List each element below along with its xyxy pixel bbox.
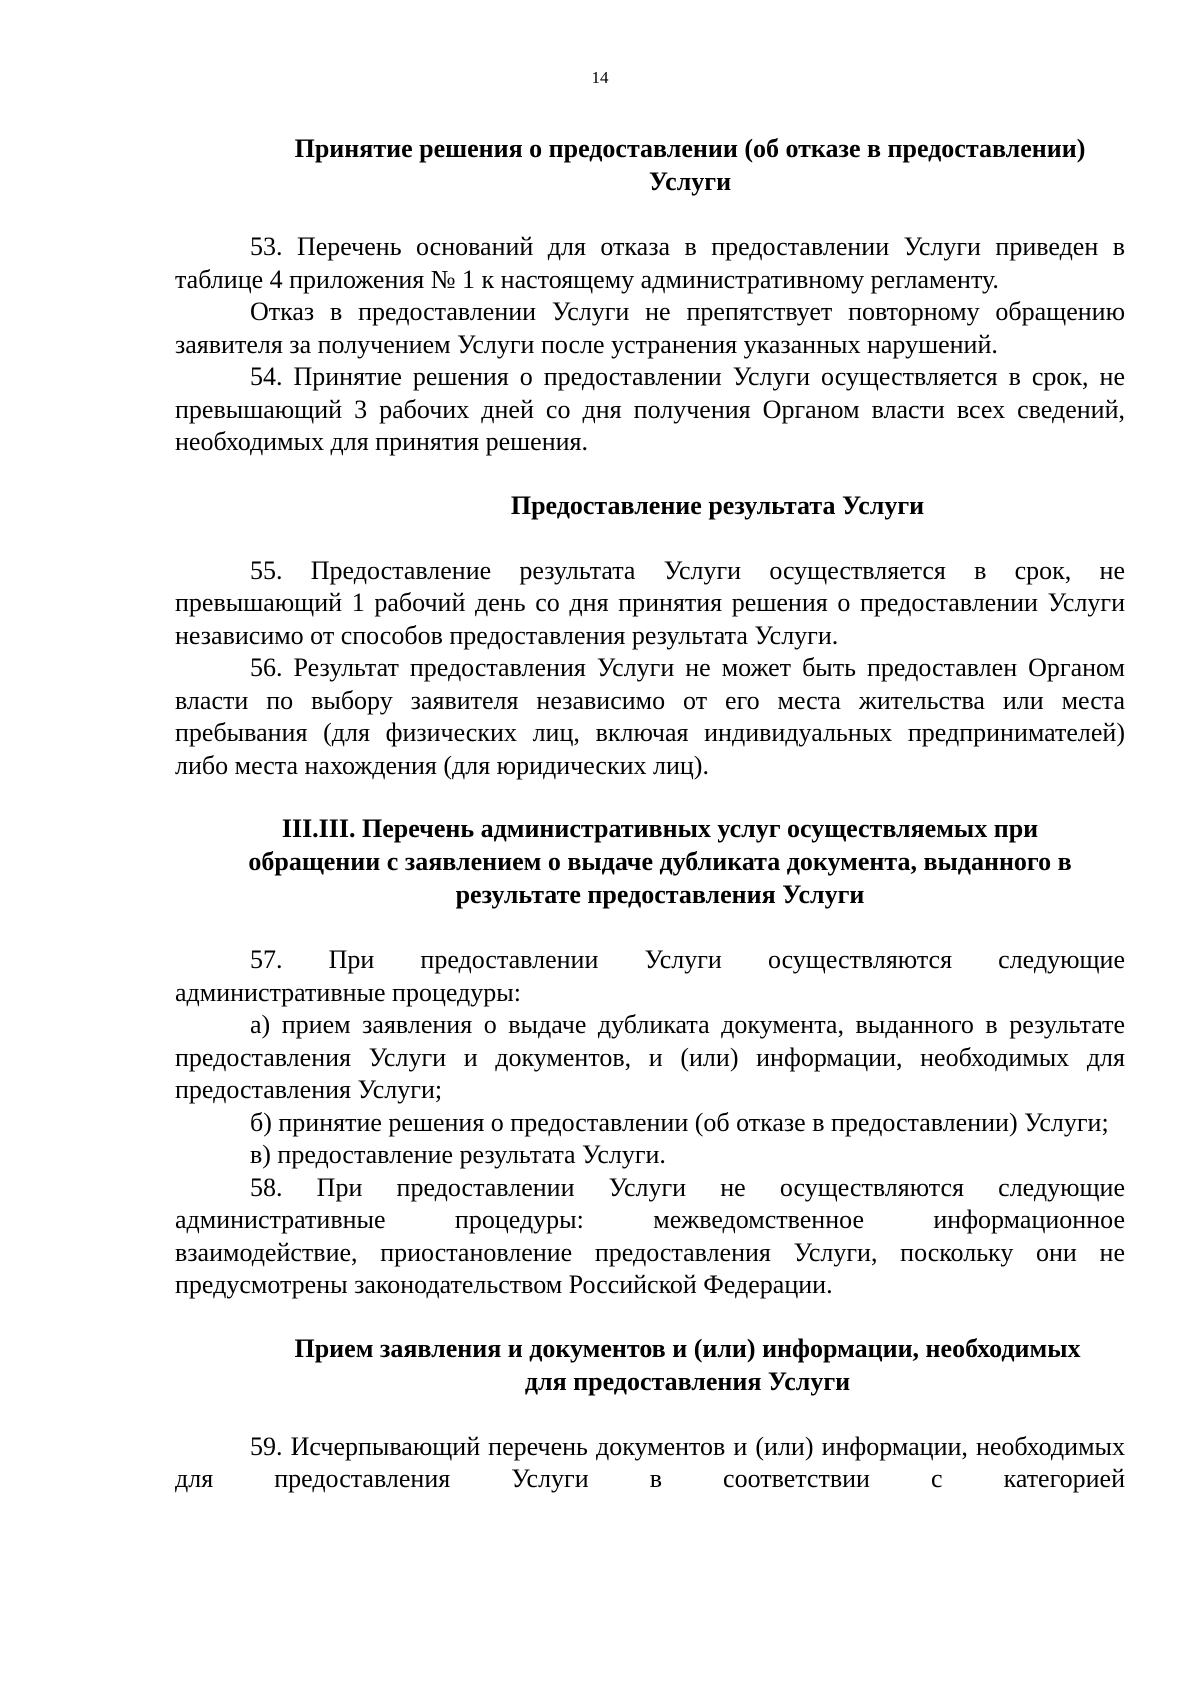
paragraph-57-a: а) прием заявления о выдаче дубликата документа, выданного в результате предоставления Услуги и документов, и (или) информации, необходимых для предоставления Услуги; (175, 1010, 1125, 1104)
section-duplicate (175, 812, 1125, 1302)
paragraph-57-c: в) предоставление результата Услуги. (250, 1140, 666, 1169)
section-heading-application (175, 1332, 1125, 1398)
document-body (175, 132, 1125, 1496)
section-heading-result: Предоставление результата Услуги (510, 490, 925, 520)
heading-line: для предоставления Услуги (524, 1366, 851, 1396)
heading-line: Прием заявления и документов и (или) информации, необходимых (294, 1333, 1081, 1363)
paragraph-55: 55. Предоставление результата Услуги осуществляется в срок, не превышающий 1 рабочий день со дня принятия решения о предоставлении Услуги независимо от способов предоставления результата Услуги. (175, 555, 1125, 650)
paragraph-53: 53. Перечень оснований для отказа в предоставлении Услуги приведен в таблице 4 приложения № 1 к настоящему административному регламенту. (175, 232, 1125, 294)
heading-line: обращении с заявлением о выдаче дубликата документа, выданного в (248, 847, 1072, 876)
paragraph-56: 56. Результат предоставления Услуги не может быть предоставлен Органом власти по выбору заявителя независимо от его места жительства или места пребывания (для физических лиц, включая индивидуальных предпринимателей) либо места нахождения (для юридических лиц). (175, 653, 1125, 780)
paragraph-59: 59. Исчерпывающий перечень документов и (или) информации, необходимых для предоставления Услуги в соответствии с категорией (175, 1431, 1125, 1493)
heading-line: результате предоставления Услуги (455, 880, 865, 909)
section-decision (175, 132, 1125, 459)
paragraph-54: 54. Принятие решения о предоставлении Услуги осуществляется в срок, не превышающий 3 рабочих дней со дня получения Органом власти всех сведений, необходимых для принятия решения. (175, 362, 1125, 456)
heading-line: Принятие решения о предоставлении (об отказе в предоставлении) (294, 134, 1086, 163)
paragraph-58: 58. При предоставлении Услуги не осуществляются следующие административные процедуры: межведомственное информационное взаимодействие, приостановление предоставления Услуги, поскольку они не предусмотрены законодательством Российской Федерации. (175, 1172, 1125, 1299)
section-result (175, 489, 1125, 783)
paragraph-53-refusal: Отказ в предоставлении Услуги не препятствует повторному обращению заявителя за получением Услуги после устранения указанных нарушений. (175, 297, 1125, 359)
section-heading-duplicate (175, 812, 1125, 911)
heading-line: Услуги (648, 167, 732, 196)
section-heading-decision (175, 132, 1125, 198)
page-number: 14 (591, 68, 609, 87)
section-application (175, 1332, 1125, 1496)
heading-line: III.III. Перечень административных услуг осуществляемых при (281, 814, 1039, 843)
paragraph-57: 57. При предоставлении Услуги осуществляются следующие административные процедуры: (175, 945, 1125, 1007)
paragraph-57-b: б) принятие решения о предоставлении (об отказе в предоставлении) Услуги; (250, 1107, 1109, 1137)
